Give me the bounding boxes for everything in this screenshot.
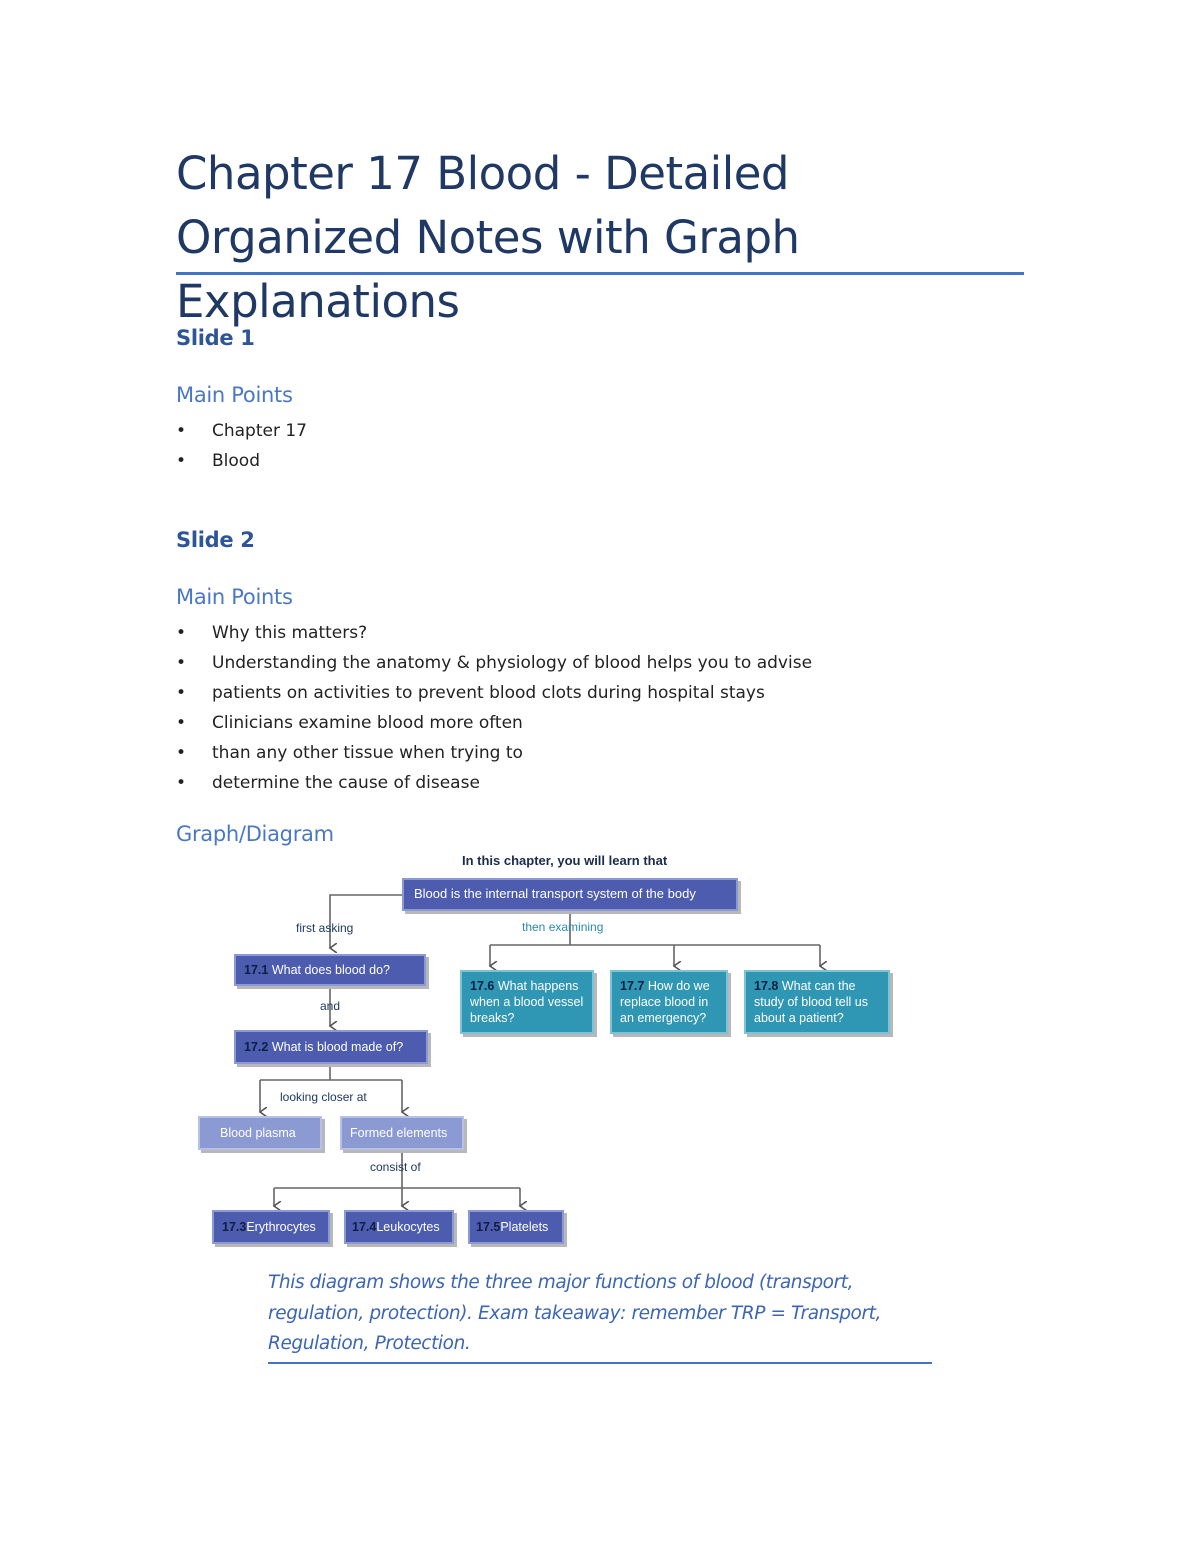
graph-diagram-heading: Graph/Diagram xyxy=(176,822,334,846)
caption-underline xyxy=(268,1362,932,1364)
chapter-overview-diagram xyxy=(190,848,910,1248)
bullet-icon: • xyxy=(176,713,187,733)
box-17-2: 17.2 What is blood made of? xyxy=(234,1030,428,1064)
root-box: Blood is the internal transport system of the body xyxy=(402,878,738,911)
slide-1-points-list xyxy=(176,416,307,476)
list-item: • Understanding the anatomy & physiology of blood helps you to advise xyxy=(176,648,812,678)
bullet-icon: • xyxy=(176,623,187,643)
box-17-6: 17.6 What happens when a blood vessel breaks? xyxy=(460,970,594,1034)
list-item: • Why this matters? xyxy=(176,618,812,648)
slide-2-main-points-heading: Main Points xyxy=(176,585,293,609)
box-17-4: 17.4Leukocytes xyxy=(344,1210,454,1244)
bullet-icon: • xyxy=(176,683,187,703)
document-title: Chapter 17 Blood - Detailed Organized Notes with Graph Explanations xyxy=(176,147,800,328)
list-item: • Chapter 17 xyxy=(176,416,307,446)
slide-1-main-points-heading: Main Points xyxy=(176,383,293,407)
box-17-7: 17.7 How do we replace blood in an emergency? xyxy=(610,970,728,1034)
diagram-caption: This diagram shows the three major functions of blood (transport, regulation, protection). Exam takeaway: remember TRP = Transport, Regulation, Protection. xyxy=(268,1272,882,1354)
diagram-title: In this chapter, you will learn that xyxy=(462,853,668,868)
bullet-icon: • xyxy=(176,653,187,673)
box-blood-plasma: Blood plasma xyxy=(198,1116,322,1150)
box-17-3: 17.3Erythrocytes xyxy=(212,1210,330,1244)
slide-2-heading: Slide 2 xyxy=(176,528,255,552)
bullet-icon: • xyxy=(176,743,187,763)
box-formed-elements: Formed elements xyxy=(340,1116,464,1150)
bullet-icon: • xyxy=(176,451,187,471)
list-item: • Clinicians examine blood more often xyxy=(176,708,812,738)
title-underline xyxy=(176,272,1024,275)
box-17-5: 17.5Platelets xyxy=(468,1210,564,1244)
list-item: • than any other tissue when trying to xyxy=(176,738,812,768)
list-item: • determine the cause of disease xyxy=(176,768,812,798)
slide-2-points-list xyxy=(176,618,812,798)
label-and: and xyxy=(320,999,341,1013)
label-then-examining: then examining xyxy=(522,920,604,934)
label-first-asking: first asking xyxy=(296,921,354,935)
bullet-icon: • xyxy=(176,421,187,441)
label-consist-of: consist of xyxy=(370,1160,421,1174)
list-item: • patients on activities to prevent blood clots during hospital stays xyxy=(176,678,812,708)
slide-1-heading: Slide 1 xyxy=(176,326,255,350)
list-item: • Blood xyxy=(176,446,307,476)
bullet-icon: • xyxy=(176,773,187,793)
box-17-8: 17.8 What can the study of blood tell us about a patient? xyxy=(744,970,890,1034)
box-17-1: 17.1 What does blood do? xyxy=(234,954,426,986)
label-looking-closer: looking closer at xyxy=(280,1090,367,1104)
